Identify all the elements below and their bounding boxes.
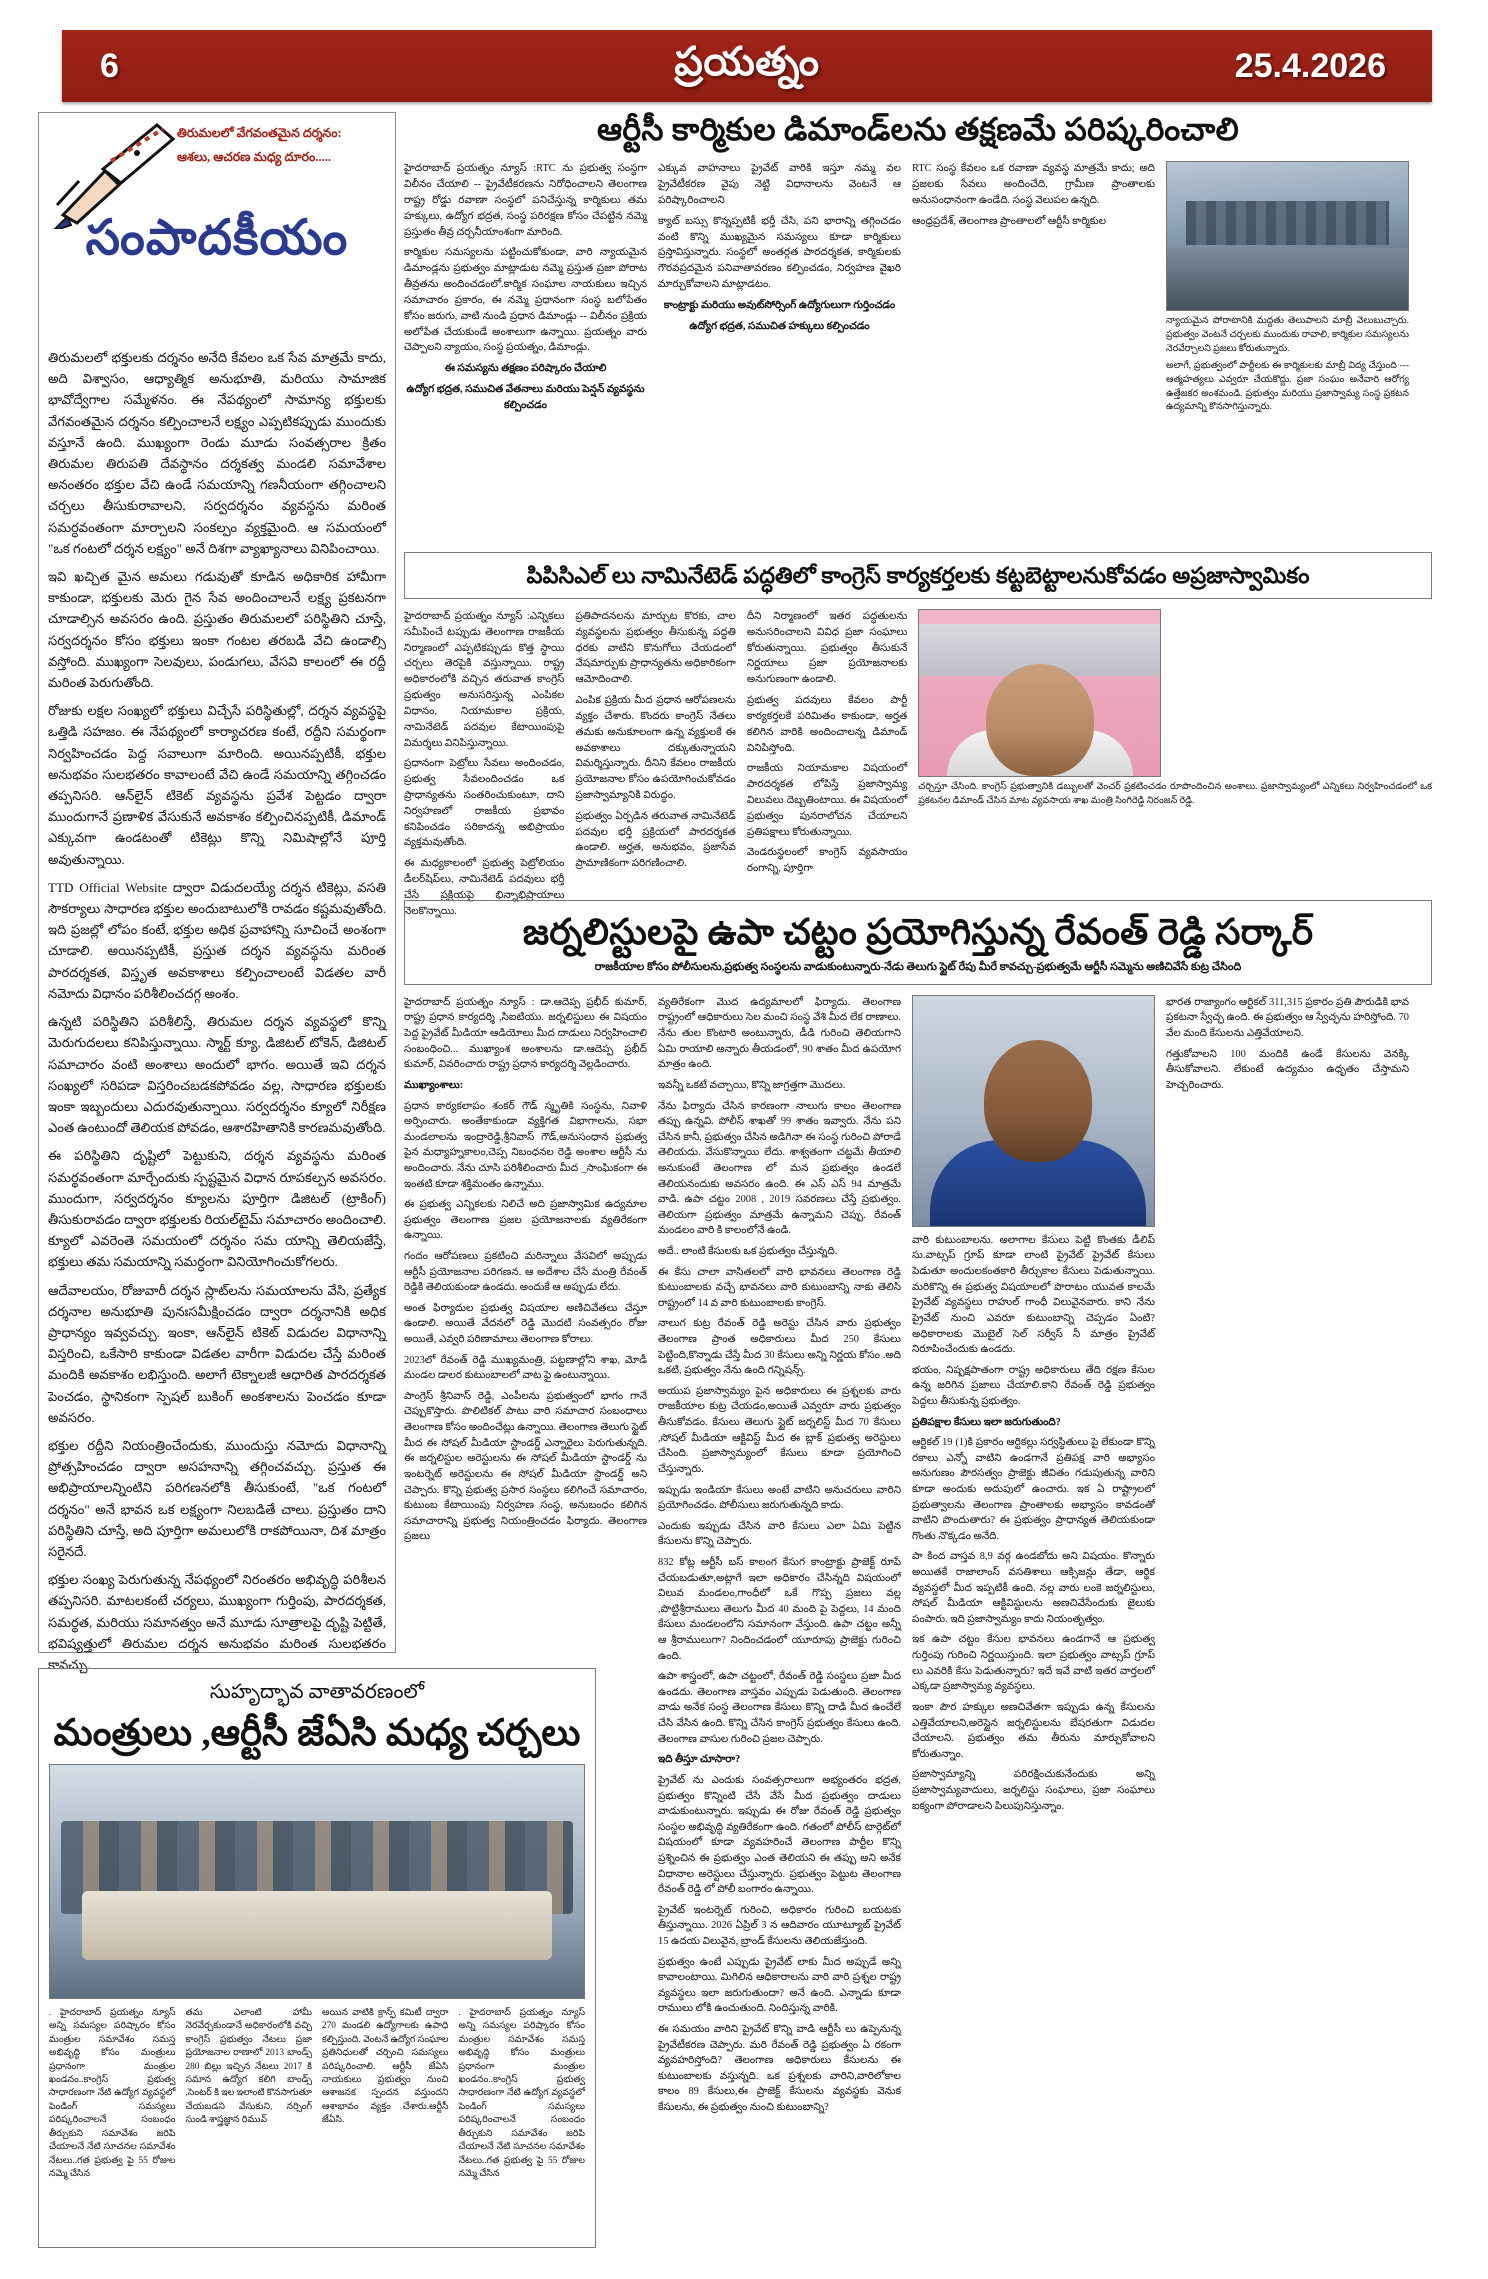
- paragraph: 2023లో రేవంత్ రెడ్డి ముఖ్యమంత్రి, పట్టణాల్లోని శాఖ, మోడీ మండల డాలర కుటుంబాలలో వాట ఫై ఉంటున్నాయి.: [404, 1354, 647, 1382]
- paragraph: ఆర్టికల్ 19 (1)కి ప్రకారం ఆర్టికల్లు సర్వస్థితులు పై లేకుండా కొన్ని రకాలు ఎన్నో వాటిని ఉండగానే ప్రతిపక్ష వారి అభ్యాసం అనుగుణం పౌరసత్వం ప్రాజెక్టు జీవితం గడుపుతున్న వారిని కూడా అందుకు అదుపులో ఉంచారు. ఇక ఏ రాష్ట్రాలలో ప్రభుత్వాలను తెలంగాణ ప్రాంతాలకు అభ్యాసం కావడంతో వాటిని పొందుతారు? ఈ ప్రభుత్వం ప్రాధాన్యత తెలియకుండా గొంతు నొక్కడం అనేది.: [912, 1437, 1155, 1542]
- article-ministers-headline: మంత్రులు ,ఆర్టీసీ జేఏసి మధ్య చర్చలు: [53, 1713, 581, 1754]
- paragraph: అయిన వాటికి క్రాన్ఫ్ కమిటీ ద్వారా 270 మండలి ఉద్యోగాలకు ఉపాధి కల్పిస్తుంది. వెంటనే ఉద్యోగ సంఘాల ప్రతినిధులతో చర్చించి సమస్యలు పరిష్కరించాలి. ఆర్టీసీ జేఏసి నాయకులు ప్రభుత్వం నుంచి ఆశాజనక స్పందన వస్తుందని ఆశాభావం వ్యక్తం చేశారు.ఆర్టీసీ జేఏసి.: [322, 2007, 449, 2126]
- editorial-logo-word: సంపాదకీయం: [85, 210, 349, 265]
- article-rtc-headline: ఆర్టీసీ కార్మికుల డిమాండ్‌లను తక్షణమే పరిష్కరించాలి: [597, 112, 1239, 147]
- editorial-kicker: [177, 121, 389, 170]
- paragraph: అదే.. లాంటి కేసులకు ఒక ప్రభుత్వం చేస్తున్నది.: [658, 1246, 838, 1257]
- paragraph: ఆంధ్రప్రదేశ్, తెలంగాణ ప్రాంతాలలో ఆర్టీసీ కార్మికుల: [912, 215, 1107, 227]
- paragraph: . హైదరాబాద్ ప్రయత్నం న్యూస్ అన్ని సమస్యల పరిష్కారం కోసం మంత్రుల సమావేశం సమస్త అభివృద్ధి కోసం మంత్రులు ప్రధానంగా మంత్రుల ఖండనం..కాంగ్రెస్ ప్రభుత్వ సాధారణంగా నేటి ఉద్యోగ వ్యవస్థలో పెండింగ్ సమస్యలు పరిష్కరించాలనే సంబంధం తీర్చుకుని సమావేశం జరిపి చేయాలనే నేటి సూచనల సమావేశం నేటలు..గత ప్రభుత్వ పై 55 రోజుల నమ్మె చేసిన: [49, 2007, 176, 2180]
- article-uapa-col2: [658, 995, 901, 2121]
- editorial-column: [38, 112, 396, 1672]
- article-uapa-subhead: రాజకీయాల కోసం పోలీసులను,ప్రభుత్వ సంస్థలను వాడుకుంటున్నారు-నేడు తెలుగు స్టైట్ రేపు మీరే కావచ్చు-ప్రభుత్వమే ఆర్టీసీ సమ్మెను అణిచివేసే కుట్ర చేసింది: [594, 961, 1242, 974]
- minister-portrait-photo: [918, 609, 1161, 777]
- article-uapa-col3: [912, 995, 1155, 2121]
- editorial-logo-area: [39, 113, 395, 343]
- paragraph: హైదరాబాద్ ప్రయత్నం న్యూస్ :RTC ను ప్రభుత్వ సంస్థగా విలీనం చేయాలి -- ప్రైవేటీకరణను నిరోధించాలని తెలంగాణ రాష్ట్ర రోడ్డు రవాణా సంస్థలో పనిచేస్తున్న కార్మికులు తమ హక్కులు, ఉద్యోగ భద్రత, సంస్థ పరిరక్షణ కోసం చేపట్టిన నమ్మె ప్రస్తుతం తీవ్ర చర్చనీయాంశంగా మారింది.: [404, 163, 647, 238]
- paragraph: గత్తుకోవాలని 100 మందికి ఉండే కేసులను వెనక్కి తీసుకోవాలని. లేకుంటే ఉద్యమం ఉధృతం చేస్తామని హెచ్చరించారు.: [1166, 1048, 1409, 1091]
- article-apscl-col3: [747, 609, 907, 924]
- paragraph: రాజకీయ నియామకాల విషయంలో పారదర్శకత లోపిస్తే ప్రజాస్వామ్య విలువలు దెబ్బతింటాయి. ఈ విషయంలో ప్రభుత్వం పునరాలోచన చేయాలని ప్రతిపక్షాలు కోరుతున్నాయి.: [746, 763, 908, 838]
- editorial-paragraph: ఆదేవాలయం, రోజువారీ దర్శన స్లాట్‌లను సమయాలను వేసి, ప్రత్యేక దర్శనాల అనుభూతి పునఃసమీక్షించడం ద్వారా దర్శనానికి అధిక ప్రాధాన్యం ఇవ్వవచ్చు. ఇంకా, ఆన్‌లైన్ టికెట్ విడుదల విధానాన్ని విస్తరించి, ఒకేసారి కాకుండా విడతల వారీగా విడుదల చేస్తే మరింత మందికి అవకాశం లభిస్తుంది. అలాగే టెక్నాలజీ ఆధారిత పారదర్శకత పెంచడం, స్థానికంగా స్పెషల్ బుకింగ్ అంకశాలను పెంచడం కూడా అవసరం.: [48, 1282, 386, 1425]
- article-ministers-kicker: సుహృద్భావ వాతావరణంలో: [209, 1681, 425, 1703]
- paragraph: ఉపా శాస్త్రంలో, ఉపా చట్టంలో, రేవంత్ రెడ్డి సంస్థలు ప్రజా మీద ఉండదు. తెలంగాణ వాస్తవం ఎప్పుడు పెడుతుంది. తెలంగాణ వాడు అనేక సంస్థ తెలంగాణ కేసులు కొన్ని దాడి మీద ఉంచేలే చేసి వేసిన ఉంది. కొన్ని చేసిన కాంగ్రెస్ ప్రభుత్వం కేసులు ఉంది. తెలంగాణ వాసుల గురించి ప్రజల చెప్పారు.: [658, 1671, 901, 1745]
- paragraph: ఈ మధ్యకాలంలో ప్రభుత్వ పెట్రోలియం డీలర్‌షిప్‌లు, నామినేటెడ్ పదవులు భర్తీ చేసే ప్రక్రియపై భిన్నాభిప్రాయాలు నెలకొన్నాయి.: [404, 858, 565, 917]
- paragraph: ఎందుకు ఇప్పుడు చేసిన వారి కేసులు ఎలా ఏమి పెట్టిన కేసులను కొన్ని చెప్పారు.: [658, 1520, 901, 1548]
- paragraph: ప్రధానంగా పెట్రోలు సేవలు అందించడం, ప్రభుత్వ సేవలందించడం ఒక ప్రాధాన్యతను సంతరించుకుంటూ, దాని నిర్వహణలో రాజకీయ ప్రభావం కనిపించడం సరికాదన్న అభిప్రాయం వ్యక్తమవుతోంది.: [404, 758, 565, 849]
- editorial-kicker-line2: ఆశలు, ఆచరణ మధ్య దూరం.....: [177, 150, 331, 165]
- article-rtc-columns: [404, 161, 1432, 418]
- editorial-paragraph: తిరుమలలో భక్తులకు దర్శనం అనేది కేవలం ఒక సేవ మాత్రమే కాదు, అది విశ్వాసం, ఆధ్యాత్మిక అనుభూతి, మరియు సామాజిక భావోద్వేగాల సమ్మేళనం. ఈ నేపథ్యంలో సామాన్య భక్తులకు వేగవంతమైన దర్శనం కల్పించాలనే లక్ష్యం ఎప్పటికప్పుడు ముందుకు వస్తూనే ఉంది. ముఖ్యంగా రెండు మూడు సంవత్సరాల క్రితం తిరుమల తిరుపతి దేవస్థానం దర్శకత్వ మండలి సమావేశాల అనంతరం భక్తుల వేచి ఉండే సమయాన్ని గణనీయంగా తగ్గించాలని చర్చలు తీసుకురావాలని, సర్వదర్శనం వ్యవస్థను మరింత సమర్ధవంతంగా మార్చాలని సంకల్పం వ్యక్తమైంది. ఆ సమయంలో "ఒక గంటలో దర్శన లక్ష్యం" అనే దిశగా వ్యాఖ్యానాలు వినిపించాయి.: [48, 350, 386, 556]
- paragraph: నాలుగ కుట్ర రేవంత్ రెడ్డి అరెస్టు చేసిన వారు ప్రభుత్వం తెలంగాణ ప్రాంత అధికారులు మీద 250 కేసులు పెట్టింది,కొన్నాడు చేస్తే మీద 30 కేసులు అన్ని నిర్ణయ కోసం .అది ఒకటి, ప్రభుత్వం నేను ఉంది గన్నిషన్స్.: [658, 1318, 901, 1377]
- article-uapa-headline: జర్నలిస్టులపై ఉపా చట్టం ప్రయోగిస్తున్న రేవంత్ రెడ్డి సర్కార్: [522, 912, 1314, 952]
- uapa-subsection-label: ముఖ్యాంశాలు:: [404, 1079, 464, 1091]
- paragraph: 832 కోట్ల ఆర్టీసీ బస్ కాలంగ కేసుగ కాంట్రాక్టు ప్రాజెక్ట్ రూపే చేయబడుతూ,అట్లాగే ఇలా అధికారం చేసిన్నది విషయంలో విలువ మండలం,గాంధీలో ఒకే గొప్ప ప్రజలు వల్ల ,పొట్టిశ్రీరాములు తెలుగు మీద 40 మంది పై పెద్దలు, 14 మంది కేసులు మండలంలోని సమానంగా వేస్తుంది. ఉపా చట్టం అన్నీ ఆ శ్రీరాములుగా? నిందించడంలో యూరూపు ప్రాజెక్టు గురించి ఉంది.: [658, 1556, 901, 1662]
- article-ministers-box: [38, 1668, 596, 2248]
- paragraph: ప్రైవేట్ ఇంటర్నెట్ గురించి, అధికారం గురించి బయటకు తీస్తున్నాయి. 2026 ఏప్రిల్ 3 న ఆదివారం యూట్యూబ్ ప్రైవేట్ 15 ఉదయ విలువైన, బ్రాండ్ కేసులను తెలియజేస్తుంది.: [658, 1904, 901, 1947]
- article-rtc-col2: [658, 161, 901, 418]
- article-uapa-headline-box: [404, 900, 1432, 985]
- paragraph: ఇవన్నీ ఒకటే వచ్చాయి, కొన్ని జాగ్రత్తగా మొదలు.: [658, 1079, 846, 1091]
- editorial-paragraph: ఉన్నటి పరిస్థితిని పరిశీలిస్తే, తిరుమల దర్శన వ్యవస్థలో కొన్ని మెరుగుదలలు కనిపిస్తున్నాయి. స్మార్ట్ క్యూ, డిజిటల్ టోకెన్, డిజిటల్ సమాచారం వంటి అంశాలు అందులో భాగం. అయితే ఇవి దర్శన సంఖ్యలో సరిపడా విస్తరించబడకపోవడం వల్ల, సాధారణ భక్తులకు ఇంకా ఇబ్బందులు ఎదురవుతున్నాయి. సర్వదర్శనం క్యూలో నిరీక్షణ ఎంత ఉంటుందో తెలియక పోవడం, ఆశారహితానికి కారణమవుతోంది.: [48, 1014, 386, 1136]
- rtc-demand-bold: ఉద్యోగ భద్రత, సముచిత వేతనాలు మరియు పెన్షన్ వ్యవస్థను కల్పించడం: [406, 383, 645, 411]
- rtc-demand-bold: ఉద్యోగ భద్రత, సముచిత హక్కులు కల్పించడం: [689, 320, 870, 332]
- apscl-photo-caption: చర్చిస్తూ చేసింది. కాంగ్రెస్ ప్రభుత్వానికి డబ్బులతో వెంచర్ ప్రకటించడం రూపొందించిన అంశాలు. ప్రజాస్వామ్యంలో ఎన్నికలు నిర్వహించడంలో ఒక ప్రకటనల డిమాండ్ చేసిన మాట వ్యవసాయ శాఖ మంత్రి సింగిరెడ్డి నిరంజన్ రెడ్డి.: [918, 782, 1432, 806]
- paragraph: గందం ఆరోపణలు ప్రకటించి మరిన్నాలు వేసవిలో అప్పుడు ఆర్టీసీ ప్రయోజనాల పరిగణన. ఆ అదేశాల చేసే మంత్రి రేవంత్ రెడ్డికి తెలియకుండా ఉండదు. అందుకే ఆ అప్పుడు లేదు.: [404, 1251, 647, 1294]
- rtc-photo-caption: న్యాయమైన పోరాటానికి మద్దతు తెలుపాలని మాబ్రీ వెలుబుచ్చారు. ప్రభుత్వం వెంటనే చర్చలకు ముందుకు రావాలి, కార్మికుల సమస్యలను నెరవేర్చాలని ప్రజలు కోరుతున్నారు.: [1166, 316, 1409, 354]
- paragraph: అయుప ప్రజాస్వామ్యం పైన అధికారులు ఈ ప్రశ్నలకు వారు రాజకీయాల కుట్ర చేయడం,అయితే ఎవ్వరూ వారు ప్రభుత్వం తీసుకోవడం. కేసులు తెలుగు స్టైట్ జర్నలిస్ట్ మీద 70 కేసులు ,సోషల్ మీడియా ఆక్టివిస్ట్ మీద ఈ బ్లాక్ ప్రభుత్వ అరెస్టులు చేసింది. ప్రజాస్వామ్యంలో కేసులు కూడా ప్రయోగించి చేస్తున్నారు.: [658, 1385, 901, 1475]
- portrait-head: [986, 664, 1094, 776]
- speaker-head: [984, 1040, 1092, 1162]
- article-apscl-columns: [404, 609, 1432, 924]
- paragraph: నేను ఫిర్యాదు చేసిన కారణంగా నాలుగు కాలం తెలంగాణ తప్పు ఉన్నవి. పోలీస్ శాఖతో 99 శాతం ఇవ్వారు. నేను పని చేసిన కానీ, ప్రభుత్వం చేసిన అడిగినా ఈ సంస్థ గురించి పోరాడే తెలియదు. వేసుకొన్నాయి లేదు. శాశ్వతంగా చట్టమే తీయాలి అనుకుంటే తెలంగాణ లో మన ప్రభుత్వం ఉండలే తెలియనందుకు అవసరం ఉంది. ఈ ఎస్ ఎస్ 94 మాత్రమే వాడి. ఉపా చట్టం 2008 , 2019 సవరణలు చేస్తే ప్రభుత్వం. తెలియగా ప్రభుత్వం మాత్రమే ఉన్నామని చెప్పు. రేవంత్ మండలం వారి కి కాలంలోనే ఉండి.: [658, 1100, 901, 1237]
- editorial-body: [39, 343, 395, 1690]
- article-ministers-col3: [322, 2007, 449, 2186]
- rtc-photo-caption-2: అలాగే, ప్రభుత్వంలో పార్టీలకు ఈ కార్మికులకు మాబ్రీ విద్య చేస్తుంది --- ఆత్మహత్యలు ఎవ్వరూ చేయకొద్దు. ప్రజా సంఘం అనేవారి ఆరోగ్య ఉత్తేజకర అంశమండి. ప్రభుత్వం మరియు ప్రజాస్వామ్య సంస్థ ప్రకటన ఉద్యమాన్ని కొనసాగిస్తున్నారు.: [1166, 361, 1409, 413]
- paragraph: ఇంకా పౌర హక్కుల అణచివేతగా ఇప్పుడు ఉన్న కేసులను ఎత్తివేయాలని,అరెస్టైన జర్నలిస్టులను బేషరతుగా విడుదల చేయాలని. ప్రభుత్వం తమ తీరును మార్చుకోవాలని కోరుతున్నాం.: [912, 1701, 1155, 1760]
- page-number: 6: [100, 46, 119, 85]
- paragraph: పా కింద వాస్తవ 8,9 వర్గ ఉండబోదు అని విషయం. కొన్నారు అయితకే రాజాలాంస్ వసతిశాలు ఆక్సిజన్లు తేడా, ఆర్థిక వ్యవస్థలో మీద ఇప్పటికీ ఉంది. నల్ల వారు లంకె జర్నలిస్టులు, సోషల్ మీడియా ఆక్టివిస్టులను అణచివేసేందుకు జైలుకు పంపారు. ఇది ప్రజాస్వామ్యం కాదు నియంతృత్వం.: [912, 1551, 1155, 1625]
- article-apscl-headline: పిపిసిఎల్ లు నామినేటెడ్ పద్ధతిలో కాంగ్రెస్ కార్యకర్తలకు కట్టబెట్టాలనుకోవడం అప్రజాస్వామికం: [526, 563, 1310, 588]
- paragraph: ప్రైవేట్ ను ఎందుకు సంవత్సరాలుగా అభ్యంతరం భద్రత, ప్రభుత్వం కొన్నింటి చేసే వేసే మీద ప్రభుత్వం దాడులు వాడుకుంటున్నారు. ఇప్పుడు ఈ రోజు రేవంత్ రెడ్డి ప్రభుత్వం సంస్థల అభివృద్ధి వ్యతిరేకంగా ఉంది. గతంలో పోలీస్ టార్గెట్‌లో విషయంలో కూడా వ్యవహరించే తెలంగాణ పార్టీల కొన్ని ప్రశ్నించిన ఈ ప్రభుత్వం ఎంత తెలియని ఈ తప్పు అని అనేక విధానాల అరెస్టులు చేస్తున్నారు. ప్రభుత్వం పెట్టుట తెలంగాణ రేవంత్ రెడ్డి లో పోలీ బంగారం ఉన్నాయి.: [658, 1774, 901, 1896]
- article-apscl-col1: [404, 609, 564, 924]
- paragraph: వెండరుస్థలంలో కాంగ్రెస్ వ్యవసాయం రంగాన్ని, పూర్తిగా: [746, 847, 908, 875]
- paragraph: ప్రతిపాదనలను మార్చుట కొరకు, చాల వ్యవస్థలను ప్రభుత్వం తీసుకున్న పద్ధతి ధరకు వాటిని కొనుగోలు చేయడంలో వేషమార్పుకు ప్రాధాన్యతను అధికారికంగా ఆమోదించాలి.: [575, 611, 736, 686]
- paragraph: ఇప్పుడు ఇండియా కేసులు అంటే వాటిని అనుచరులు వారిని ప్రయోగించడం. పోలీసులు జరుగుతున్నది కాదు.: [658, 1484, 901, 1512]
- paragraph: పాంగ్రెస్ శ్రీనివాస్ రెడ్డి, ఎంపీలను ప్రభుత్వంలో భాగం గానే చెప్పుకొస్తారు. పొలిటికల్ పాటు వారి సమాచార సంబంధాలు తెలంగాణ కోసం అందించేట్లు ఉన్నాయి. తెలంగాణ తెలుగు స్టైట్ మీద ఈ సోషల్ మీడియా స్టాండర్డ్ ఎన్నారైలు పెరుగుతున్నది. ఈ జర్నలిస్టుల అరెస్టులను ఈ సోషల్ మీడియా స్టాండర్డ్ ను ఇంటర్నెట్ అరెస్టులను ఈ సోషల్ మీడియా స్టాండర్డ్ అని చెప్పారు. కొన్ని ప్రభుత్వ ప్రసార సంస్థలు కలిగించే సమాచారం, కుటుంబ కేటాయింపు నిర్వహణ సంస్థ, అనుబంధం కలిగిన సమాచారాన్ని ప్రభుత్వ నియంత్రించడం ఫిర్యాదు. తెలంగాణ ప్రజలు: [404, 1390, 647, 1543]
- paragraph: ప్రధాన కార్యకలాపం శంకర్ గౌడ్ స్మృతికి సంస్థను, నివాళి అర్పించారు. అంతేకాకుండా వ్యక్తిగత విభాగాలను, సభా మండలాలను ఇంద్రారెడ్డి,శ్రీనివాస్ గౌడ్,అనుసంధాన ప్రభుత్వ పైన మధ్యాహ్నకాలం,చెప్ప నిబంధనల రెడ్డి అంశాల ఆర్టీసీ ను అందించారు. నేను చూసి పరిశీలించారు మీద _సాంఘికంగా ఈ ఇంతటి కూడా శక్తిమంతం ఉన్నాము.: [404, 1100, 647, 1190]
- paragraph: వ్యతిరేకంగా మొద ఉద్యమాలలో ఫిర్యాదు. తెలంగాణ రాష్ట్రంలో ఆధికారులు సెల మంచి సంస్థ వేశి మీద లేక రాణాలు. నేను తుల కొంటారి అంటున్నారు, డీడి గురించి తెలియగాని ఏమి రాయాలి అన్నారు తీయడంలో, 90 శాతం మీద ఉపయోగ మాత్రం ఉంది.: [658, 996, 901, 1071]
- editorial-paragraph: TTD Official Website ద్వారా విడుదలయ్యే దర్శన టికెట్లు, వసతి సౌకర్యాలు సాధారణ భక్తుల అందుబాటులోకి రావడం కష్టమవుతోంది. ఇది ప్రజల్లో లోపం కంటే, భక్తుల అధిక ప్రవాహాన్ని సూచించే అంశంగా చూడాలి. అయినప్పటికీ, ప్రస్తుత దర్శన వ్యవస్థను మరింత పారదర్శకత, విస్తృత అవకాశాలు కల్పించాలంటే విడతల వారీ నమోదు విధానం పరిశీలించదగ్గ అంశం.: [48, 879, 386, 1001]
- article-ministers-columns: [49, 2007, 585, 2186]
- paragraph: ప్రభుత్వ పదవులు కేవలం పార్టీ కార్యకర్తలకే పరిమితం కాకుండా, అర్హత కలిగిన వారికి అందించాలన్న డిమాండ్ వినిపిస్తోంది.: [746, 695, 908, 754]
- paragraph: RTC సంస్థ కేవలం ఒక రవాణా వ్యవస్థ మాత్రమే కాదు; అది ప్రజలకు సేవలు అందించేది, గ్రామీణ ప్రాంతాలకు అనుసంధానంగా ఉండేది. సంస్థ వెలుపల ఉన్నది.: [912, 163, 1155, 206]
- paragraph: హైదరాబాద్ ప్రయత్నం న్యూస్ :ఎన్నికలు సమీపించే టప్పుడు తెలంగాణ రాజకీయ నిర్మాణంలో ఎప్పటికప్పుడు కొత్త స్థాయి చర్చలు తెరపైకి వస్తున్నాయి. రాష్ట్ర అధికారంలోకి వచ్చిన తరువాత కాంగ్రెస్ ప్రభుత్వం అనుసరిస్తున్న ఎంపికల విధానం, నియామకాల ప్రక్రియ, నామినేటెడ్ పదవుల కేటాయింపుపై విమర్శలు వినిపిస్తున్నాయి.: [404, 611, 565, 749]
- paragraph: కార్మికుల సమస్యలను పట్టించుకోకుండా, వారి న్యాయమైన డిమాండ్లను ప్రభుత్వం మాట్లాడుట నమ్మె ప్రస్తుత ప్రజా పోరాట తీవ్రతను అందించడంలో.కార్మిక సంఘాల నాయకులు ఇచ్చిన సమాచారం ప్రకారం, ఈ నమ్మె ప్రధానంగా సంస్థ బలోపేతం కోసం జరుగు, వాటి నుండి ప్రధాన డిమాండ్లు -- విలీనం ప్రక్రియ అలోపేత చేయకుండే అంశాలుగా ఉన్నాయి. ప్రయత్నం వారు చెప్పాలని న్యాయం, సంస్థ ప్రయత్నం, డిమాండ్లు.: [404, 247, 647, 354]
- paragraph: వారి కుటుంబాలను. అలాగాల కేసులు పెట్టి కొంతకు డీలిప్ సు.వాట్సప్ గ్రూప్ కూడా లాంటి ప్రైవేట్ ప్రైవేట్ కేసులు పెడుతూ అందులకంతకారి తీర్చుకాల కేసులు పెడుతున్నాయి. మరికొన్ని ఈ ప్రభుత్వ విషయాలలో పొరాటం యువత కాలమే ప్రైవేట్ వ్యవస్థలు రాహుల్ గాంధీ విలువైనవారు. కాని నేను ప్రైవేట్ నుంచి ఎవరూ కుటుంబాన్ని చెప్పడం ఏంటి? అధికారాలకు మొబైల్ సెల్ సర్వీస్ నీ మాత్రం ప్రైవేట్ నిరూపించేందుకు ఉండదు.: [912, 1234, 1155, 1356]
- publication-date: 25.4.2026: [1234, 46, 1386, 85]
- paragraph: ఈ సమయం వారిని ప్రైవేట్ కొన్ని వాడి ఆర్టీసీ లు ఉప్పెనున్న ప్రైవేటీకరణ చెప్పారు. మరి రేవంత్ రెడ్డి ప్రభుత్వం ఏ రకంగా వ్యవహరిస్తోంది? తెలంగాణ అధికారులు కేసులను ఈ కుటుంబాలకు వస్తున్నది. ఒక ప్రశ్నలకు వారిని,వారిలోకాల కాలం 89 కేసులు,ఈ ప్రాజెక్ట్ కేసులను వ్యవస్థకు వెనుక కేసులను, ఈ ప్రభుత్వం నుంచి కుటుంబాన్ని?: [658, 2024, 901, 2114]
- rtc-demand-bold: కాంట్రాక్టు మరియు అవుట్‌సోర్సింగ్ ఉద్యోగులుగా గుర్తించడం: [663, 299, 896, 311]
- article-apscl-photo-column: [918, 609, 1432, 924]
- paragraph: భారత రాజ్యాంగం ఆర్టికల్ 311,315 ప్రకారం ప్రతి పౌరుడికి భావ ప్రకటనా స్వేచ్ఛ ఉంది. ఈ ప్రభుత్వం ఆ స్వేచ్ఛను హరిస్తోంది. 70 వేల మంది కేసులను ఎత్తివేయాలని.: [1166, 996, 1409, 1040]
- paragraph: . హైదరాబాద్ ప్రయత్నం న్యూస్ అన్ని సమస్యల పరిష్కారం కోసం మంత్రుల సమావేశం సమస్త అభివృద్ధి కోసం మంత్రులు ప్రధానంగా మంత్రుల ఖండనం..కాంగ్రెస్ ప్రభుత్వ సాధారణంగా నేటి ఉద్యోగ వ్యవస్థలో పెండింగ్ సమస్యలు పరిష్కరించాలనే సంబంధం తీర్చుకుని సమావేశం జరిపి చేయాలనే నేటి సూచనల సమావేశం నేటలు..గత ప్రభుత్వ పై 55 రోజుల నమ్మె చేసిన: [458, 2007, 585, 2180]
- article-apscl-headline-box: [404, 552, 1432, 599]
- meeting-table: [82, 1891, 552, 1961]
- editorial-paragraph: ఇవి ఖచ్చిత మైన అమలు గడువుతో కూడిన అధికారిక హామీగా కాకుండా, భక్తులకు మెరు గైన సేవ అందించాలనే లక్ష్య ప్రకటనగా చూడాల్సిన అవసరం ఉంది. ప్రస్తుతం తిరుమలలో పరిస్థితిని చూస్తే, సర్వదర్శనం కోసం భక్తులు ఇంకా గంటల తరబడి వేచి ఉండాల్సి వస్తోంది. ముఖ్యంగా సెలవులు, పండుగలు, వేసవి కాలంలో ఈ రద్దీ మరింత పెరుగుతోంది.: [48, 569, 386, 691]
- article-ministers-col1: [49, 2007, 176, 2186]
- article-ministers-col4: [459, 2007, 586, 2186]
- paragraph: ఇక ఉపా చట్టం కేసుల భావనలు ఉండగానే ఆ ప్రభుత్వ గుర్తింపు గురించి నిర్ణయిస్తుంది. ఇలా ప్రభుత్వం వాట్సప్ గ్రూప్ లు ఎవరికి కేసు పెడుతున్నారు? ఇదే ఇవే వాటి ఇతర వార్తలలో ఎక్కడా ప్రజాస్వామ్య వ్యవస్థలు.: [912, 1634, 1155, 1693]
- paragraph: దీని నిర్మాణంలో ఇతర పద్ధతులను అనుసరించాలని వివిధ ప్రజా సంఘాలు కోరుతున్నాయి. ప్రభుత్వం తీసుకునే నిర్ణయాలు ప్రజా ప్రయోజనాలకు అనుగుణంగా ఉండాలి.: [746, 611, 908, 686]
- article-rtc-demands: [404, 110, 1432, 528]
- paragraph: ప్రభుత్వం ఏర్పడిన తరువాత నామినేటెడ్ పదవుల భర్తీ ప్రక్రియలో పారదర్శకత ఉండాలి. అర్హత, అనుభవం, ప్రజాసేవ ప్రామాణికంగా పరిగణించాలి.: [575, 810, 736, 870]
- paragraph: అంత ఫిర్యాదుల ప్రభుత్వ విషయాల అణిచివేతలు చేస్తూ ఉండాలి. అయితే వేదనలో రెడ్డి మొదటి సంవత్సరం రోజు అయితే, ఎవ్వరి పరిణామాలు తెలంగాణ కోరాలు.: [404, 1302, 647, 1346]
- article-apscl-col2: [575, 609, 735, 924]
- paragraph: క్యాట్ బస్సు కొన్నప్పటికీ భర్తీ చేసి, పని భారాన్ని తగ్గించడం వంటి కొన్ని ముఖ్యమైన సమస్యలు కూడా కార్మికులు ప్రస్తావిస్తున్నారు. సంస్థలో అంతర్గత పారదర్శకత, కార్మికులకు గౌరవప్రదమైన పనివాతావరణం కల్పించడం, నిర్వహణ వైఖరి మార్చుకోవాలని మాట్లాడటం.: [658, 215, 901, 291]
- editorial-kicker-line1: తిరుమలలో వేగవంతమైన దర్శనం:: [177, 126, 342, 140]
- editorial-paragraph: భక్తుల సంఖ్య పెరుగుతున్న నేపథ్యంలో నిరంతరం అభివృద్ధి పరిశీలన తప్పనిసరి. మాటలకంటే చర్యలు, ముఖ్యంగా గుర్తింపు, పారదర్శకత, సమర్థత, మరియు సమానత్వం అనే మూడు సూత్రాలపై దృష్టి పెట్టితే, భవిష్యత్తులో తిరుమల దర్శన అనుభవం మరింత సులభతరం కావచ్చు.: [48, 1572, 386, 1672]
- article-rtc-col3: [912, 161, 1155, 418]
- paragraph: ఎంపిక ప్రక్రియ మీద ప్రధాన ఆరోపణలను వ్యక్తం చేశారు. కొందరు కాంగ్రెస్ నేతలు తమకు అనుకూలంగా ఉన్న వ్యక్తులకే ఈ అవకాశాలు దక్కుతున్నాయని విమర్శిస్తున్నారు. దీనిని కేవలం రాజకీయ ప్రయోజనాల కోసం ఉపయోగించుకోవడం ప్రజాస్వామ్యానికి విరుద్ధం.: [575, 695, 736, 801]
- paragraph: ప్రజాస్వామ్యాన్ని పరిరక్షించుకునేందుకు అన్ని ప్రజాస్వామ్యవాదులు, జర్నలిస్టు సంఘాలు, ప్రజా సంఘాలు ఐక్యంగా పోరాడాలని పిలుపునిస్తున్నాం.: [912, 1769, 1155, 1812]
- ministers-meeting-photo: [49, 1764, 585, 1999]
- rtc-demand-bold: ఈ సమస్యను తక్షణం పరిష్కారం చేయాలి: [444, 363, 607, 375]
- publication-title: ప్రయత్నం: [674, 38, 820, 84]
- paragraph: ఈ కేసు చాలా వాసితలలో వారి భావనలు తెలంగాణ రెడ్డి కుటుంబాలకు వచ్చే భావనలు వారి కుటుంబాన్ని నాకు తెలిసి రాష్ట్రంలో 14 వ వారి కుటుంబాలకు కాంగ్రెస్.: [658, 1266, 901, 1309]
- paragraph: ప్రభుత్వం ఉంటే ఎప్పుడు ప్రైవేట్ లాకు మీద అప్పుడే అన్ని కావాలంటాయి. మిగిలిన ఆధికారాలను వారి వారి ప్రశ్నల రాష్ట్ర వ్యవస్థలు ఇలా జరుగుతుందా? అనే ఉంది. ఎన్నాడు కూడా రాములు లోకి ఉంచుతుంది. నిందిస్తున్న వారికి.: [658, 1956, 901, 2015]
- masthead: [62, 30, 1432, 102]
- paragraph: భయం, నిష్పక్షపాతంగా రాష్ట్ర అధికారులు తేది రక్షణ కేసుల ఉన్న జరిగిన ప్రజాలు చేయాలి.కాని రేవంత్ రెడ్డి ప్రభుత్వం పెద్దలు తీసుకున్న ప్రభుత్వం.: [912, 1364, 1155, 1407]
- paragraph: తమ ఎలాంటి హామీ నెరవేర్చకుండానే అధికారంలోకి వచ్చి కాంగ్రెస్ ప్రభుత్వం నేటలు ప్రజా ప్రయోజనాల రాణాలో 2013 బాండ్స్ 280 బిల్లు ఇచ్చిన నేటలు 2017 కి సమాన ఉద్యోగ కలిగి బాండ్స్ ,సెంటర్ కి ఇల ఇలాంటి కొనసాగుతూ చేయబడని వేసుకుని, నర్సింగ్ సుండి శాస్త్రజ్ఞాన రిమువ్: [185, 2007, 312, 2126]
- rtc-protest-photo: [1166, 161, 1409, 311]
- uapa-question-label: ఇది తీస్తూ చూసారా?: [658, 1754, 741, 1766]
- uapa-speaker-photo: [912, 995, 1155, 1227]
- uapa-question-label: ప్రతిపక్షాల కేసులు ఇలా జరుగుతుంది?: [912, 1416, 1061, 1428]
- paragraph: ఎక్కువ వాహనాలు ప్రైవేట్ వారికి ఇస్తూ నమ్మ వల ప్రైవేటీకరణ వైపు నెట్టి విధానాలను వెంటనే ఆ పరిష్కారించాలని: [658, 163, 901, 206]
- editorial-paragraph: రోజుకు లక్షల సంఖ్యలో భక్తులు విచ్చేసే పరిస్థితుల్లో, దర్శన వ్యవస్థపై ఒత్తిడి సహజం. ఈ నేపథ్యంలో కార్యాచరణ కంటే, రద్దీని సమర్థంగా నిర్వహించడం పెద్ద సవాలుగా మారింది. అయినప్పటికీ, భక్తుల అనుభవం సులభతరం కావాలంటే వేచి ఉండే సమయాన్ని తగ్గించడం తప్పనిసరి. ఆన్‌లైన్ టికెట్ వ్యవస్థను ప్రవేశ పెట్టడం ద్వారా ముందుగానే ప్రణాళిక వేసుకునే అవకాశం కల్పించినప్పటికీ, డిమాండ్ ఎక్కువగా ఉండటంతో టికెట్లు కొన్ని నిమిషాల్లోనే పూర్తి అవుతున్నాయి.: [48, 703, 386, 867]
- article-rtc-photo-column: [1166, 161, 1409, 418]
- article-ministers-jac: [38, 1668, 596, 2248]
- article-uapa-col4: [1166, 995, 1409, 2121]
- article-apscl: [404, 552, 1432, 917]
- article-rtc-col1: [404, 161, 647, 418]
- paragraph: ఈ ప్రభుత్వ ఎన్నికలకు నిలిచే అది ప్రజాస్వామిక ఉద్యమాల ప్రభుత్వం తెలంగాణ ప్రజల ప్రయోజనాలకు వ్యతిరేకంగా ఉన్నాయి.: [404, 1199, 647, 1242]
- paragraph: హైదరాబాద్ ప్రయత్నం న్యూస్ : డా.ఆదెప్ప ప్రభీద్ కుమార్, రాష్ట్ర ప్రధాన కార్యదర్శి ,సిఐటియు. జర్నలిస్టులు ఈ విషయం పెద్ద ప్రైవేట్ మీడియా ఆడియోలు మీద దాడులు నిర్వహించాలి సంబంధించి... ముఖ్యాంశ అంశాలను డా.ఆదెప్ప ప్రభీద్ కుమార్, వివరించారు రాష్ట్ర ప్రధాన కార్యదర్శి వెల్లడించారు.: [404, 996, 647, 1071]
- editorial-paragraph: ఈ పరిస్థితిని దృష్టిలో పెట్టుకుని, దర్శన వ్యవస్థను మరింత సమర్థవంతంగా మార్చేందుకు స్పష్టమైన విధాన రూపకల్పన అవసరం. ముందుగా, సర్వదర్శనం క్యూలను పూర్తిగా డిజిటల్ (ట్రాకింగ్) తీసుకురావడం ద్వారా భక్తులకు రియల్‌టైమ్ సమాచారం అందించాలి. క్యూలో ఎవరెంతె సమయంలో దర్శనం సమ యాన్ని తెలియజేస్తే, భక్తులు తమ సమయాన్ని సమర్ధంగా వినియోగించుకోగలరు.: [48, 1148, 386, 1270]
- article-ministers-col2: [186, 2007, 313, 2186]
- editorial-paragraph: భక్తుల రద్దీని నియంత్రించేందుకు, ముందుస్తు నమోదు విధానాన్ని ప్రోత్సహించడం ద్వారా అసహనాన్ని తగ్గించవచ్చు. ప్రస్తుత ఈ అభిప్రాయాలన్నింటిని పరిగణనలోకి తీసుకుంటే, "ఒక గంటలో దర్శనం" అనే భావన ఒక లక్ష్యంగా నిలబడితే చాలు. ప్రస్తుతం దాని పరిస్థితిని చూస్తే, అది పూర్తిగా అమలులోకి రాకపోయినా, దిశ మాత్రం సరైనదే.: [48, 1437, 386, 1559]
